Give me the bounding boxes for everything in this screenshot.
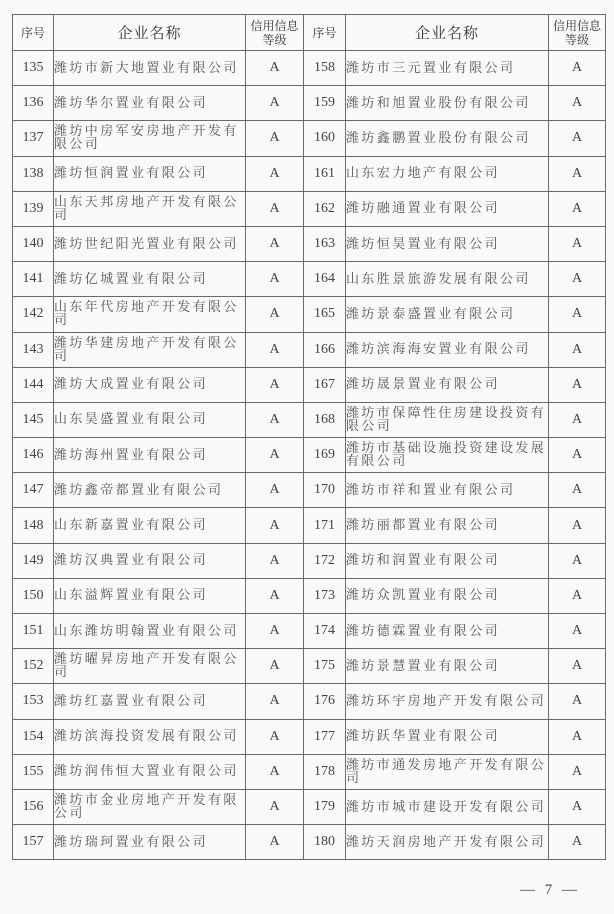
credit-grade-cell: A [246, 473, 304, 508]
table-row [13, 402, 606, 437]
company-name-cell: 山东胜景旅游发展有限公司 [346, 262, 549, 297]
credit-grade-cell: A [549, 438, 606, 473]
serial-no-cell: 180 [304, 825, 346, 860]
serial-no-cell: 137 [13, 121, 54, 156]
credit-grade-cell: A [246, 754, 304, 789]
serial-no-cell: 170 [304, 473, 346, 508]
credit-grade-cell: A [246, 191, 304, 226]
table-row [13, 156, 606, 191]
serial-no-cell: 161 [304, 156, 346, 191]
company-name-cell: 潍坊市保障性住房建设投资有限公司 [346, 402, 549, 437]
credit-grade-cell: A [549, 297, 606, 332]
company-name-cell: 潍坊市城市建设开发有限公司 [346, 789, 549, 824]
serial-no-cell: 144 [13, 367, 54, 402]
table-row [13, 508, 606, 543]
credit-grade-cell: A [549, 473, 606, 508]
table-row [13, 789, 606, 824]
credit-grade-cell: A [549, 614, 606, 649]
header-company-name: 企业名称 [54, 15, 246, 51]
company-name-cell: 潍坊滨海海安置业有限公司 [346, 332, 549, 367]
credit-grade-cell: A [246, 262, 304, 297]
table-row [13, 226, 606, 261]
serial-no-cell: 136 [13, 86, 54, 121]
credit-grade-cell: A [549, 262, 606, 297]
credit-grade-cell: A [246, 297, 304, 332]
header-credit-grade: 信用信息等级 [549, 15, 606, 51]
table-row [13, 649, 606, 684]
serial-no-cell: 157 [13, 825, 54, 860]
credit-grade-cell: A [549, 86, 606, 121]
table-row [13, 86, 606, 121]
serial-no-cell: 162 [304, 191, 346, 226]
credit-grade-cell: A [246, 649, 304, 684]
company-name-cell: 潍坊众凯置业有限公司 [346, 578, 549, 613]
company-name-cell: 潍坊和旭置业股份有限公司 [346, 86, 549, 121]
table-row [13, 332, 606, 367]
credit-grade-cell: A [246, 578, 304, 613]
company-name-cell: 山东溢辉置业有限公司 [54, 578, 246, 613]
header-credit-grade: 信用信息等级 [246, 15, 304, 51]
serial-no-cell: 179 [304, 789, 346, 824]
serial-no-cell: 171 [304, 508, 346, 543]
serial-no-cell: 135 [13, 51, 54, 86]
serial-no-cell: 158 [304, 51, 346, 86]
serial-no-cell: 150 [13, 578, 54, 613]
company-name-cell: 潍坊红嘉置业有限公司 [54, 684, 246, 719]
serial-no-cell: 153 [13, 684, 54, 719]
company-name-cell: 潍坊世纪阳光置业有限公司 [54, 226, 246, 261]
credit-grade-cell: A [246, 367, 304, 402]
serial-no-cell: 152 [13, 649, 54, 684]
serial-no-cell: 148 [13, 508, 54, 543]
company-name-cell: 潍坊中房军安房地产开发有限公司 [54, 121, 246, 156]
company-name-cell: 潍坊跃华置业有限公司 [346, 719, 549, 754]
credit-grade-cell: A [246, 156, 304, 191]
serial-no-cell: 166 [304, 332, 346, 367]
credit-grade-cell: A [549, 719, 606, 754]
table-row [13, 684, 606, 719]
header-serial-no: 序号 [304, 15, 346, 51]
credit-grade-cell: A [549, 684, 606, 719]
serial-no-cell: 164 [304, 262, 346, 297]
table-row [13, 297, 606, 332]
company-name-cell: 潍坊市新大地置业有限公司 [54, 51, 246, 86]
serial-no-cell: 141 [13, 262, 54, 297]
serial-no-cell: 172 [304, 543, 346, 578]
table-row [13, 51, 606, 86]
company-name-cell: 潍坊市金业房地产开发有限公司 [54, 789, 246, 824]
serial-no-cell: 139 [13, 191, 54, 226]
serial-no-cell: 140 [13, 226, 54, 261]
table-row [13, 438, 606, 473]
serial-no-cell: 165 [304, 297, 346, 332]
credit-rating-table [12, 14, 606, 860]
company-name-cell: 潍坊海州置业有限公司 [54, 438, 246, 473]
credit-grade-cell: A [246, 51, 304, 86]
serial-no-cell: 146 [13, 438, 54, 473]
credit-grade-cell: A [246, 508, 304, 543]
credit-grade-cell: A [246, 825, 304, 860]
table-row [13, 578, 606, 613]
company-name-cell: 潍坊市祥和置业有限公司 [346, 473, 549, 508]
serial-no-cell: 167 [304, 367, 346, 402]
credit-grade-cell: A [549, 332, 606, 367]
company-name-cell: 山东宏力地产有限公司 [346, 156, 549, 191]
company-name-cell: 潍坊恒昊置业有限公司 [346, 226, 549, 261]
company-name-cell: 潍坊环宇房地产开发有限公司 [346, 684, 549, 719]
serial-no-cell: 143 [13, 332, 54, 367]
company-name-cell: 潍坊瑞珂置业有限公司 [54, 825, 246, 860]
table-row [13, 121, 606, 156]
serial-no-cell: 174 [304, 614, 346, 649]
credit-grade-cell: A [549, 121, 606, 156]
company-name-cell: 潍坊景泰盛置业有限公司 [346, 297, 549, 332]
serial-no-cell: 155 [13, 754, 54, 789]
company-name-cell: 潍坊鑫帝都置业有限公司 [54, 473, 246, 508]
serial-no-cell: 159 [304, 86, 346, 121]
table-row [13, 543, 606, 578]
serial-no-cell: 149 [13, 543, 54, 578]
company-name-cell: 山东年代房地产开发有限公司 [54, 297, 246, 332]
credit-grade-cell: A [246, 543, 304, 578]
table-body [13, 51, 606, 860]
credit-grade-cell: A [246, 438, 304, 473]
company-name-cell: 潍坊华尔置业有限公司 [54, 86, 246, 121]
credit-grade-cell: A [549, 789, 606, 824]
table-row [13, 754, 606, 789]
credit-grade-cell: A [549, 156, 606, 191]
table-row [13, 191, 606, 226]
page-number: — 7 — [520, 882, 580, 898]
credit-grade-cell: A [246, 332, 304, 367]
table-row [13, 825, 606, 860]
company-name-cell: 潍坊和润置业有限公司 [346, 543, 549, 578]
credit-grade-cell: A [549, 578, 606, 613]
serial-no-cell: 176 [304, 684, 346, 719]
credit-grade-cell: A [246, 614, 304, 649]
serial-no-cell: 160 [304, 121, 346, 156]
company-name-cell: 潍坊融通置业有限公司 [346, 191, 549, 226]
credit-grade-cell: A [549, 402, 606, 437]
serial-no-cell: 151 [13, 614, 54, 649]
serial-no-cell: 154 [13, 719, 54, 754]
serial-no-cell: 178 [304, 754, 346, 789]
table-row [13, 262, 606, 297]
header-serial-no: 序号 [13, 15, 54, 51]
company-name-cell: 潍坊天润房地产开发有限公司 [346, 825, 549, 860]
company-name-cell: 潍坊恒润置业有限公司 [54, 156, 246, 191]
credit-grade-cell: A [549, 825, 606, 860]
credit-grade-cell: A [549, 51, 606, 86]
company-name-cell: 潍坊滨海投资发展有限公司 [54, 719, 246, 754]
credit-grade-cell: A [246, 121, 304, 156]
credit-grade-cell: A [246, 684, 304, 719]
company-name-cell: 潍坊市三元置业有限公司 [346, 51, 549, 86]
company-name-cell: 潍坊景慧置业有限公司 [346, 649, 549, 684]
company-name-cell: 潍坊润伟恒大置业有限公司 [54, 754, 246, 789]
serial-no-cell: 142 [13, 297, 54, 332]
serial-no-cell: 173 [304, 578, 346, 613]
serial-no-cell: 163 [304, 226, 346, 261]
table-header-row [13, 15, 606, 51]
credit-grade-cell: A [549, 754, 606, 789]
serial-no-cell: 145 [13, 402, 54, 437]
company-name-cell: 潍坊曜昇房地产开发有限公司 [54, 649, 246, 684]
company-name-cell: 潍坊市基础设施投资建设发展有限公司 [346, 438, 549, 473]
credit-grade-cell: A [549, 226, 606, 261]
serial-no-cell: 138 [13, 156, 54, 191]
company-name-cell: 山东潍坊明翰置业有限公司 [54, 614, 246, 649]
credit-grade-cell: A [549, 367, 606, 402]
table-row [13, 367, 606, 402]
company-name-cell: 潍坊市通发房地产开发有限公司 [346, 754, 549, 789]
serial-no-cell: 156 [13, 789, 54, 824]
credit-grade-cell: A [246, 226, 304, 261]
company-name-cell: 潍坊晟景置业有限公司 [346, 367, 549, 402]
company-name-cell: 潍坊德霖置业有限公司 [346, 614, 549, 649]
company-name-cell: 山东昊盛置业有限公司 [54, 402, 246, 437]
company-name-cell: 潍坊丽都置业有限公司 [346, 508, 549, 543]
credit-grade-cell: A [549, 191, 606, 226]
credit-grade-cell: A [246, 789, 304, 824]
table-row [13, 614, 606, 649]
table-row [13, 473, 606, 508]
credit-grade-cell: A [549, 508, 606, 543]
company-name-cell: 山东新嘉置业有限公司 [54, 508, 246, 543]
serial-no-cell: 169 [304, 438, 346, 473]
serial-no-cell: 147 [13, 473, 54, 508]
company-name-cell: 潍坊华建房地产开发有限公司 [54, 332, 246, 367]
credit-grade-cell: A [246, 719, 304, 754]
credit-grade-cell: A [246, 86, 304, 121]
credit-grade-cell: A [246, 402, 304, 437]
credit-grade-cell: A [549, 543, 606, 578]
company-name-cell: 潍坊大成置业有限公司 [54, 367, 246, 402]
company-name-cell: 潍坊亿城置业有限公司 [54, 262, 246, 297]
serial-no-cell: 168 [304, 402, 346, 437]
serial-no-cell: 175 [304, 649, 346, 684]
company-name-cell: 潍坊汉典置业有限公司 [54, 543, 246, 578]
company-name-cell: 山东天邦房地产开发有限公司 [54, 191, 246, 226]
header-company-name: 企业名称 [346, 15, 549, 51]
table-row [13, 719, 606, 754]
serial-no-cell: 177 [304, 719, 346, 754]
credit-grade-cell: A [549, 649, 606, 684]
company-name-cell: 潍坊鑫鹏置业股份有限公司 [346, 121, 549, 156]
